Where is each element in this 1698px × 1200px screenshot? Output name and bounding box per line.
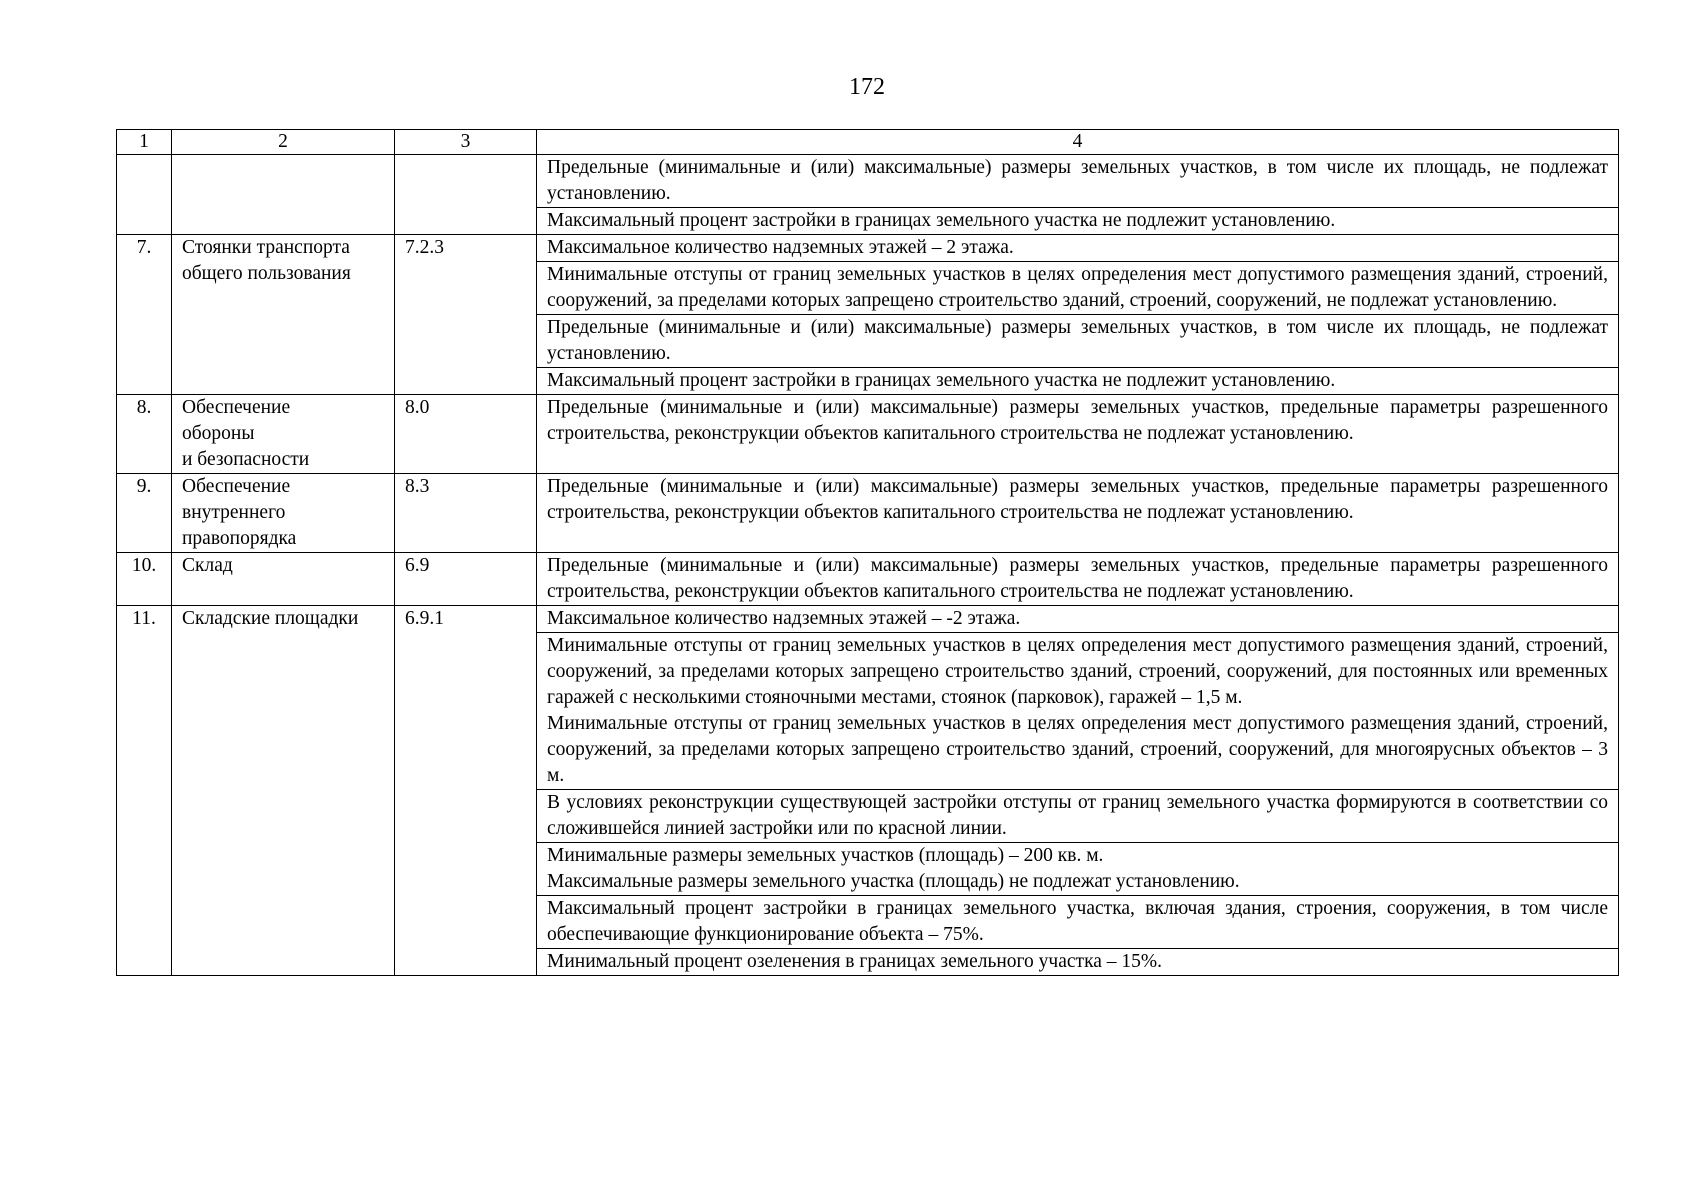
name-cell xyxy=(172,474,395,553)
table-row xyxy=(117,395,1619,474)
number-cell xyxy=(117,155,172,235)
table-row xyxy=(117,553,1619,606)
name-cell xyxy=(172,235,395,395)
name-line: Обеспечение xyxy=(182,476,291,497)
parameter-paragraph: Максимальные размеры земельного участка (площадь) не подлежат установлению. xyxy=(547,871,1240,892)
number-cell: 8. xyxy=(117,395,172,474)
parameter-cell xyxy=(537,843,1619,896)
parameter-cell: Максимальное количество надземных этажей – 2 этажа. xyxy=(537,235,1619,262)
parameter-cell: Максимальный процент застройки в границах земельного участка не подлежит установлению. xyxy=(537,368,1619,395)
name-line: правопорядка xyxy=(182,528,297,549)
table-row xyxy=(117,155,1619,208)
parameter-cell: Минимальный процент озеленения в границах земельного участка – 15%. xyxy=(537,949,1619,976)
parameter-paragraph: Минимальные размеры земельных участков (площадь) – 200 кв. м. xyxy=(547,845,1104,866)
header-cell-1: 1 xyxy=(117,130,172,155)
regulations-table xyxy=(116,129,1619,976)
parameter-cell: Предельные (минимальные и (или) максимальные) размеры земельных участков, предельные параметры разрешенного строительства, реконструкции объектов капитального строительства не подлежат установлению. xyxy=(537,474,1619,553)
parameter-cell: Предельные (минимальные и (или) максимальные) размеры земельных участков, в том числе их площадь, не подлежат установлению. xyxy=(537,155,1619,208)
name-cell xyxy=(172,155,395,235)
code-cell: 7.2.3 xyxy=(395,235,537,395)
table-row xyxy=(117,474,1619,553)
number-cell: 9. xyxy=(117,474,172,553)
name-line: внутреннего xyxy=(182,502,286,523)
name-line: обороны xyxy=(182,423,255,444)
name-line: общего пользования xyxy=(182,263,351,284)
parameter-paragraph: Минимальные отступы от границ земельных участков в целях определения мест допустимого размещения зданий, строений, сооружений, за пределами которых запрещено строительство зданий, строений, сооружений, для постоянных или временных гаражей с несколькими стояночными местами, стоянок (парковок), гаражей – 1,5 м. xyxy=(547,635,1608,708)
name-cell: Складские площадки xyxy=(172,606,395,976)
parameter-cell: Предельные (минимальные и (или) максимальные) размеры земельных участков, предельные параметры разрешенного строительства, реконструкции объектов капитального строительства не подлежат установлению. xyxy=(537,395,1619,474)
parameter-cell: Максимальный процент застройки в границах земельного участка не подлежит установлению. xyxy=(537,208,1619,235)
parameter-cell xyxy=(537,633,1619,790)
header-cell-2: 2 xyxy=(172,130,395,155)
parameter-cell: Минимальные отступы от границ земельных участков в целях определения мест допустимого размещения зданий, строений, сооружений, за пределами которых запрещено строительство зданий, строений, сооружений, не подлежат установлению. xyxy=(537,262,1619,315)
name-line: Обеспечение xyxy=(182,397,291,418)
parameter-cell: Предельные (минимальные и (или) максимальные) размеры земельных участков, в том числе их площадь, не подлежат установлению. xyxy=(537,315,1619,368)
name-line: и безопасности xyxy=(182,449,310,470)
page-number: 172 xyxy=(849,74,885,100)
name-cell xyxy=(172,395,395,474)
code-cell: 8.0 xyxy=(395,395,537,474)
name-cell: Склад xyxy=(172,553,395,606)
code-cell: 6.9 xyxy=(395,553,537,606)
table-row xyxy=(117,606,1619,633)
number-cell: 11. xyxy=(117,606,172,976)
number-cell: 7. xyxy=(117,235,172,395)
code-cell xyxy=(395,155,537,235)
parameter-cell: Предельные (минимальные и (или) максимальные) размеры земельных участков, предельные параметры разрешенного строительства, реконструкции объектов капитального строительства не подлежат установлению. xyxy=(537,553,1619,606)
parameter-cell: Максимальное количество надземных этажей – -2 этажа. xyxy=(537,606,1619,633)
code-cell: 8.3 xyxy=(395,474,537,553)
parameter-cell: Максимальный процент застройки в границах земельного участка, включая здания, строения, сооружения, в том числе обеспечивающие функционирование объекта – 75%. xyxy=(537,896,1619,949)
table-row xyxy=(117,235,1619,262)
parameter-paragraph: Минимальные отступы от границ земельных участков в целях определения мест допустимого размещения зданий, строений, сооружений, за пределами которых запрещено строительство зданий, строений, сооружений, для многоярусных объектов – 3 м. xyxy=(547,713,1608,786)
code-cell: 6.9.1 xyxy=(395,606,537,976)
header-cell-3: 3 xyxy=(395,130,537,155)
number-cell: 10. xyxy=(117,553,172,606)
table-header-row xyxy=(117,130,1619,155)
parameter-cell: В условиях реконструкции существующей застройки отступы от границ земельного участка формируются в соответствии со сложившейся линией застройки или по красной линии. xyxy=(537,790,1619,843)
name-line: Стоянки транспорта xyxy=(182,237,350,258)
header-cell-4: 4 xyxy=(537,130,1619,155)
